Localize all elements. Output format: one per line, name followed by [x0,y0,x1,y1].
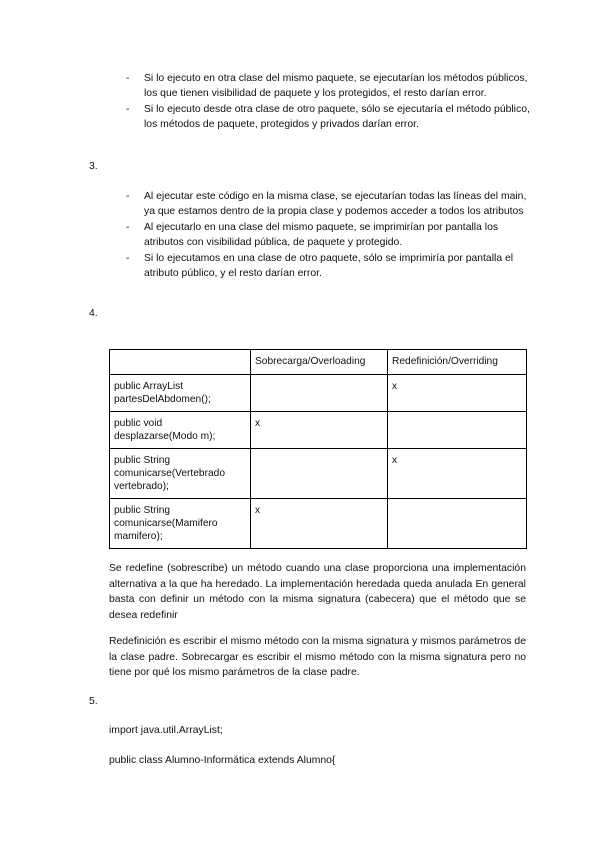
code-import-line: import java.util.ArrayList; [109,725,223,736]
section3-number: 3. [89,161,98,172]
paragraph-overloading: Redefinición es escribir el mismo método con la misma signatura y mismos parámetros de la clase padre. Sobrecargar es escribir el mismo método con la misma signatura pero no tiene por qué los mismo parámetros de la clase padre. [109,636,526,678]
list-item: - Si lo ejecuto desde otra clase de otro paquete, sólo se ejecutaría el método público, los métodos de paquete, protegidos y privados darían error. [126,104,530,130]
list-item: - Al ejecutarlo en una clase del mismo paquete, se imprimirían por pantalla los atributos con visibilidad pública, de paquete y protegido. [126,222,499,248]
table-row [110,499,527,549]
table-header-empty [110,350,251,375]
table-row [110,375,527,412]
table-header-row [110,350,527,375]
table-header-overloading: Sobrecarga/Overloading [251,350,388,375]
table-cell-overloading [251,375,388,412]
list-item: - Si lo ejecutamos en una clase de otro paquete, sólo se imprimiría por pantalla el atributo público, y el resto darían error. [126,253,514,279]
table-cell-method: public String comunicarse(Mamifero mamifero); [110,499,251,549]
section3-bullet-list [126,189,536,282]
table-cell-method: public void desplazarse(Modo m); [110,412,251,449]
table-cell-overloading [251,449,388,499]
table-cell-overriding: x [388,449,527,499]
table-cell-overloading: x [251,499,388,549]
code-class-line: public class Alumno-Informática extends Alumno{ [109,755,336,766]
table-cell-method: public String comunicarse(Vertebrado vertebrado); [110,449,251,499]
section5-number: 5. [89,696,98,707]
table-cell-overriding [388,412,527,449]
list-item: - Al ejecutar este código en la misma clase, se ejecutarían todas las líneas del main, ya que estamos dentro de la propia clase y podemos acceder a todos los atributos [126,191,527,217]
section2-bullet-list [126,71,536,133]
section4-number: 4. [89,308,98,319]
comparison-table [109,349,527,549]
table-cell-overriding [388,499,527,549]
table-cell-overloading: x [251,412,388,449]
table-cell-method: public ArrayList partesDelAbdomen(); [110,375,251,412]
list-item: - Si lo ejecuto en otra clase del mismo paquete, se ejecutarían los métodos públicos, los que tienen visibilidad de paquete y los protegidos, el resto darían error. [126,73,528,99]
table-cell-overriding: x [388,375,527,412]
table-row [110,449,527,499]
table-header-overriding: Redefinición/Overriding [388,350,527,375]
paragraph-redefinition: Se redefine (sobrescribe) un método cuando una clase proporciona una implementación alternativa a la que ha heredado. La implementación heredada queda anulada En general basta con definir un método con la misma signatura (cabecera) que el método que se desea redefinir [109,563,526,621]
table-row [110,412,527,449]
